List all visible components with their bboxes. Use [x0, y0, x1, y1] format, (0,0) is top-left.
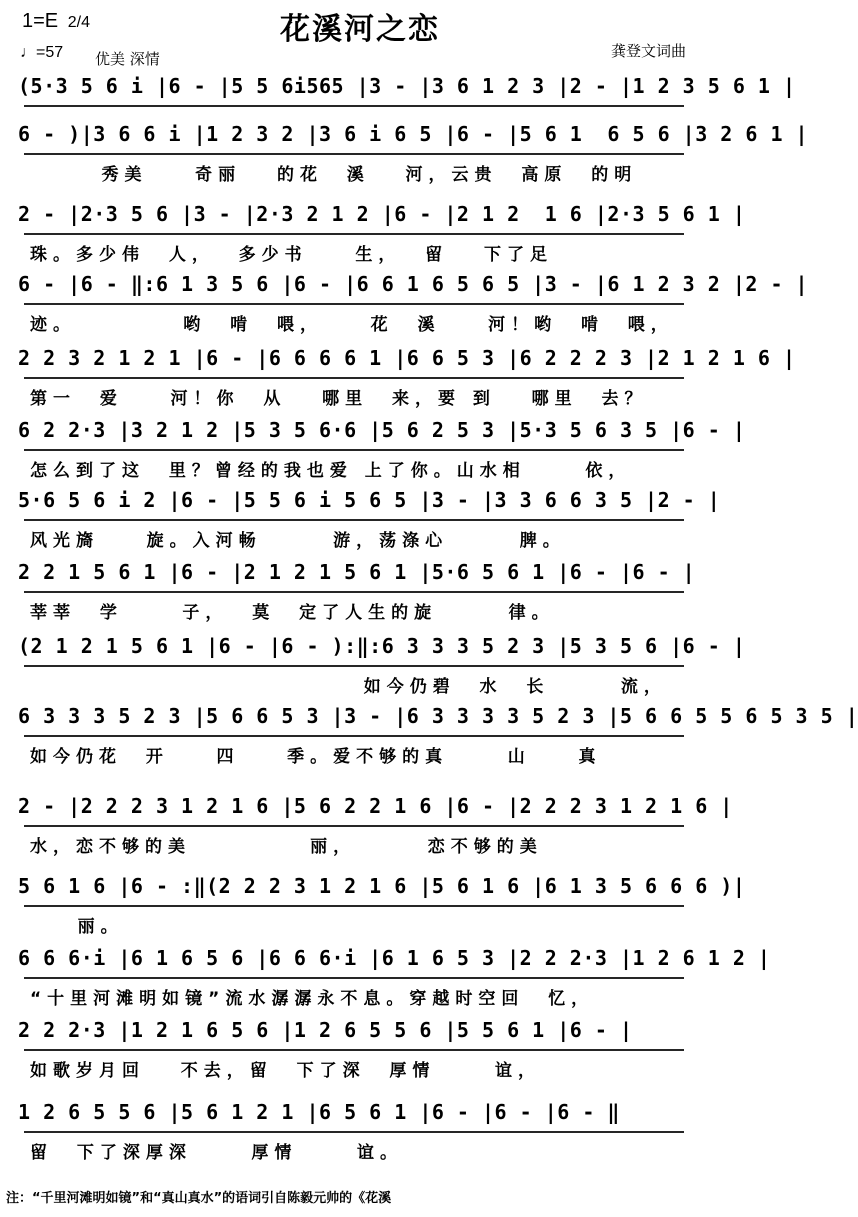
- beam-underline: [24, 665, 684, 667]
- lyric-line: 丽。: [30, 917, 124, 937]
- score-row: [0, 1100, 720, 1170]
- beam-underline: [24, 303, 684, 305]
- notation-line: (2 1 2 1 5 6 1 |6 - |6 - ):‖:6 3 3 3 5 2 3 |5 3 5 6 |6 - |: [18, 634, 746, 658]
- beam-underline: [24, 377, 684, 379]
- lyric-line: 珠。多少伟 人， 多少书 生， 留 下了足: [30, 245, 553, 265]
- lyric-line: 留 下了深厚深 厚情 谊。: [30, 1143, 404, 1163]
- notation-line: 2 - |2 2 2 3 1 2 1 6 |5 6 2 2 1 6 |6 - |2 2 2 3 1 2 1 6 |: [18, 794, 733, 818]
- expression-marking: 优美 深情: [95, 50, 160, 68]
- author-credit: 龚登文词曲: [610, 42, 686, 60]
- notation-line: 2 2 3 2 1 2 1 |6 - |6 6 6 6 1 |6 6 5 3 |6 2 2 2 3 |2 1 2 1 6 |: [18, 346, 796, 370]
- lyric-line: 怎么到了这 里？曾经的我也爱 上了你。山水相 依，: [30, 461, 632, 481]
- lyric-line: 风光旖 旋。入河畅 游，荡涤心 脾。: [30, 531, 566, 551]
- time-signature: 2/4: [67, 14, 90, 31]
- beam-underline: [24, 519, 684, 521]
- notation-line: 6 3 3 3 5 2 3 |5 6 6 5 3 |3 - |6 3 3 3 3 5 2 3 |5 6 6 5 5 6 5 3 5 |: [18, 704, 858, 728]
- beam-underline: [24, 825, 684, 827]
- score-row: [0, 1018, 720, 1088]
- beam-underline: [24, 449, 684, 451]
- score-row: [0, 874, 746, 944]
- score-row: [0, 202, 746, 272]
- tempo-marking: ♩=57: [20, 44, 64, 61]
- lyric-line: 如歌岁月回 不去，留 下了深 厚情 谊，: [30, 1061, 542, 1081]
- notation-line: 6 - |6 - ‖:6 1 3 5 6 |6 - |6 6 1 6 5 6 5 |3 - |6 1 2 3 2 |2 - |: [18, 272, 809, 296]
- lyric-line: 水，恋不够的美 丽， 恋不够的美: [30, 837, 543, 857]
- lyric-line: 第一 爱 河！你 从 哪里 来，要 到 哪里 去？: [30, 389, 648, 409]
- notation-line: (5·3 5 6 i |6 - |5 5 6i565 |3 - |3 6 1 2 3 |2 - |1 2 3 5 6 1 |: [18, 74, 796, 98]
- score-row: [0, 560, 720, 630]
- key-label: 1=E: [22, 10, 59, 32]
- notation-line: 2 - |2·3 5 6 |3 - |2·3 2 1 2 |6 - |2 1 2 1 6 |2·3 5 6 1 |: [18, 202, 746, 226]
- beam-underline: [24, 591, 684, 593]
- score-row: [0, 418, 746, 488]
- notation-line: 2 2 1 5 6 1 |6 - |2 1 2 1 5 6 1 |5·6 5 6 1 |6 - |6 - |: [18, 560, 696, 584]
- song-title: 花溪河之恋: [280, 12, 440, 47]
- lyric-line: “十里河滩明如镜”流水潺潺永不息。穿越时空回 忆，: [30, 989, 595, 1009]
- beam-underline: [24, 105, 684, 107]
- notation-line: 5·6 5 6 i 2 |6 - |5 5 6 i 5 6 5 |3 - |3 3 6 6 3 5 |2 - |: [18, 488, 721, 512]
- beam-underline: [24, 735, 684, 737]
- beam-underline: [24, 905, 684, 907]
- lyric-line: 如今仍碧 水 长 流，: [30, 677, 667, 697]
- score-row: [0, 634, 746, 704]
- lyric-line: 如今仍花 开 四 季。爱不够的真 山 真: [30, 747, 602, 767]
- beam-underline: [24, 1131, 684, 1133]
- notation-line: 1 2 6 5 5 6 |5 6 1 2 1 |6 5 6 1 |6 - |6 - |6 - ‖: [18, 1100, 620, 1124]
- notation-line: 5 6 1 6 |6 - :‖(2 2 2 3 1 2 1 6 |5 6 1 6 |6 1 3 5 6 6 6 )|: [18, 874, 746, 898]
- lyric-line: 秀美 奇丽 的花 溪 河，云贵 高原 的明: [30, 165, 638, 185]
- notation-line: 6 6 6·i |6 1 6 5 6 |6 6 6·i |6 1 6 5 3 |2 2 2·3 |1 2 6 1 2 |: [18, 946, 771, 970]
- notation-line: 6 2 2·3 |3 2 1 2 |5 3 5 6·6 |5 6 2 5 3 |5·3 5 6 3 5 |6 - |: [18, 418, 746, 442]
- notation-line: 6 - )|3 6 6 i |1 2 3 2 |3 6 i 6 5 |6 - |5 6 1 6 5 6 |3 2 6 1 |: [18, 122, 809, 146]
- beam-underline: [24, 233, 684, 235]
- beam-underline: [24, 977, 684, 979]
- beam-underline: [24, 1049, 684, 1051]
- score-row: [0, 488, 720, 558]
- beam-underline: [24, 153, 684, 155]
- lyric-line: 莘莘 学 子， 莫 定了人生的旋 律。: [30, 603, 555, 623]
- score-row: [0, 122, 809, 192]
- footnote: 注：“千里河滩明如镜”和“真山真水”的语词引自陈毅元帅的《花溪: [6, 1191, 392, 1206]
- score-row: [0, 794, 733, 864]
- score-row: [0, 704, 858, 774]
- score-row: [0, 946, 771, 1016]
- score-row: [0, 272, 809, 342]
- lyric-line: 迹。 哟 啃 喂， 花 溪 河！哟 啃 喂，: [30, 315, 674, 335]
- notation-line: 2 2 2·3 |1 2 1 6 5 6 |1 2 6 5 5 6 |5 5 6 1 |6 - |: [18, 1018, 633, 1042]
- score-row: [0, 346, 796, 416]
